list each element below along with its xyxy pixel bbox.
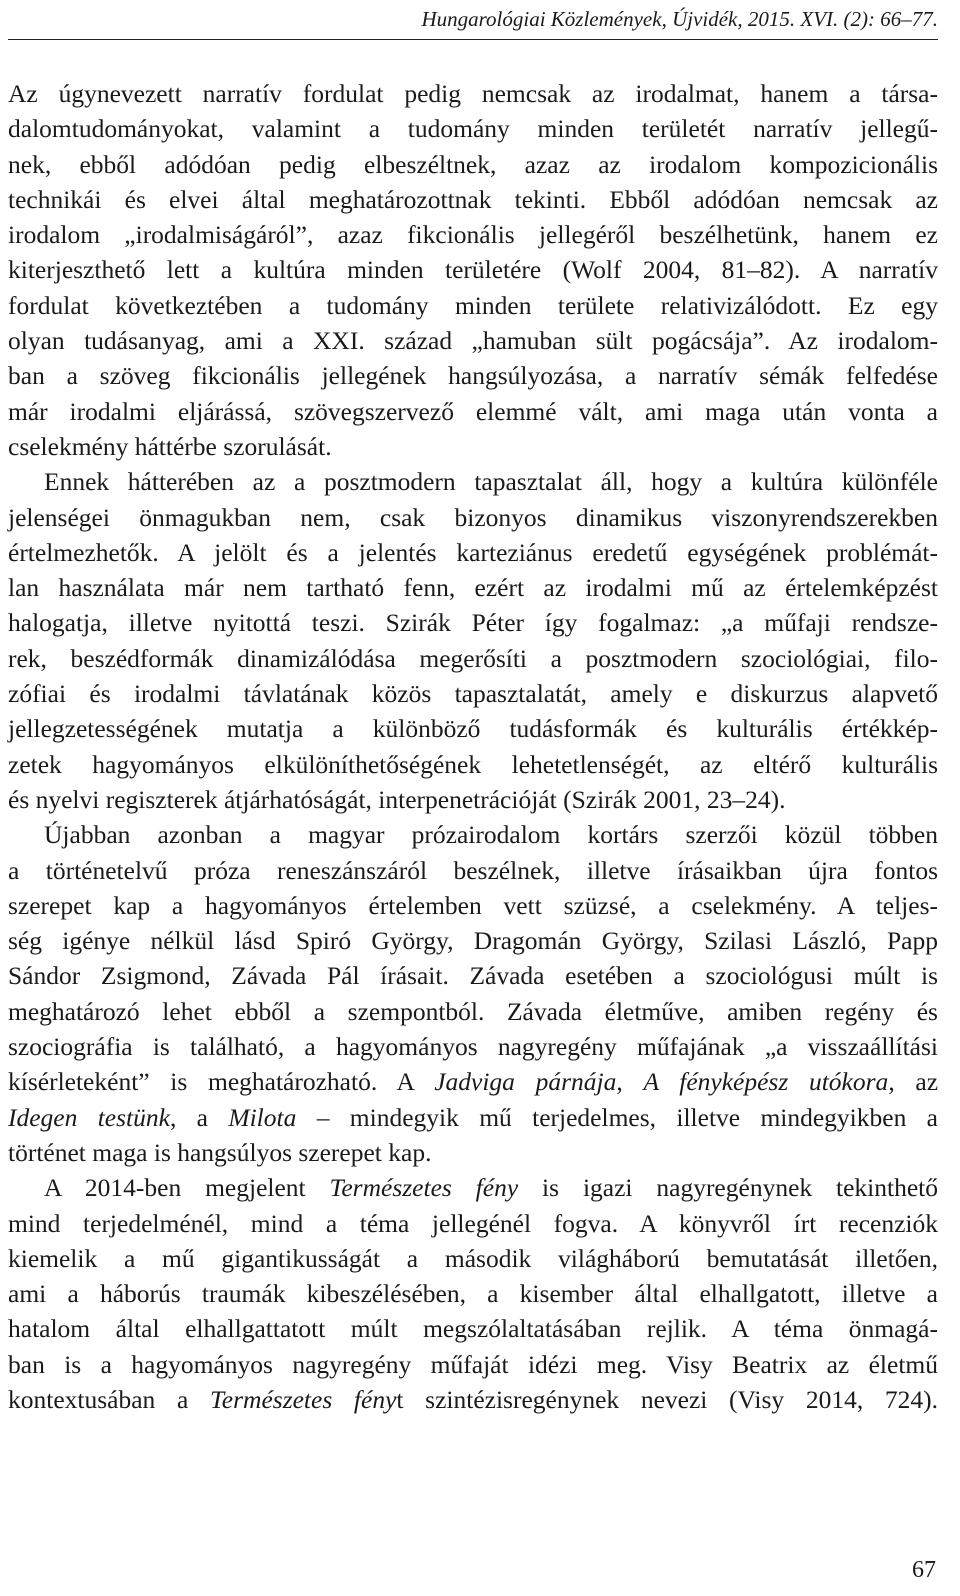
running-header: Hungarológiai Közlemények, Újvidék, 2015. XVI. (2): 66–77.: [421, 7, 938, 31]
text-segment: zófiai és irodalmi távlatának közös tapasztalatát, amely e diskurzus alapvető: [8, 679, 938, 709]
body-text: [8, 76, 938, 1417]
text-segment: – mindegyik mű terjedelmes, illetve mindegyikben a: [296, 1102, 938, 1132]
text-line: [8, 817, 938, 852]
header-rule: [8, 39, 938, 40]
text-line: [8, 111, 938, 146]
italic-title: A fényképész utókora: [643, 1067, 889, 1097]
text-segment: A 2014-ben megjelent: [44, 1173, 330, 1203]
text-segment: nek, ebből adódóan pedig elbeszéltnek, azaz az irodalom kompozicionális: [8, 149, 938, 179]
text-segment: halogatja, illetve nyitottá teszi. Szirák Péter így fogalmaz: „a műfaji rendsze-: [8, 608, 938, 638]
text-segment: ami a háborús traumák kibeszélésében, a kisember által elhallgatott, illetve a: [8, 1279, 938, 1309]
text-line: [8, 923, 938, 958]
text-line: [8, 429, 938, 464]
text-segment: értelmezhetők. A jelölt és a jelentés karteziánus eredetű egységének problémát-: [8, 537, 938, 567]
text-segment: Sándor Zsigmond, Závada Pál írásait. Závada esetében a szociológusi múlt is: [8, 961, 938, 991]
text-segment: , az: [888, 1067, 939, 1097]
text-segment: kísérleteként” is meghatározható. A: [8, 1067, 435, 1097]
text-segment: kontextusában a: [8, 1384, 210, 1414]
text-segment: hatalom által elhallgattatott múlt megszólaltatásában rejlik. A téma önmagá-: [8, 1314, 938, 1344]
text-line: [8, 394, 938, 429]
text-line: [8, 888, 938, 923]
text-segment: dalomtudományokat, valamint a tudomány minden területét narratív jellegű-: [8, 114, 938, 144]
text-line: [8, 76, 938, 111]
text-line: [8, 252, 938, 287]
text-segment: Újabban azonban a magyar prózairodalom kortárs szerzői közül többen: [44, 820, 938, 850]
text-line: [8, 747, 938, 782]
text-line: [8, 323, 938, 358]
text-segment: t szintézisregénynek nevezi (Visy 2014, 724).: [396, 1384, 938, 1414]
italic-title: Természetes fény: [329, 1173, 519, 1203]
text-segment: jellegzetességének mutatja a különböző tudásformák és kulturális értékkép-: [8, 714, 938, 744]
text-segment: ban a szöveg fikcionális jellegének hangsúlyozása, a narratív sémák felfedése: [8, 361, 938, 391]
text-segment: kiemelik a mű gigantikusságát a második világháború bemutatását illetően,: [8, 1243, 938, 1273]
text-line: [8, 182, 938, 217]
text-segment: jelenségei önmagukban nem, csak bizonyos dinamikus viszonyrendszerekben: [8, 502, 938, 532]
text-segment: fordulat következtében a tudomány minden területe relativizálódott. Ez egy: [8, 290, 938, 320]
text-line: [8, 1100, 938, 1135]
text-line: [8, 1276, 938, 1311]
italic-title: Milota: [228, 1102, 297, 1132]
text-line: [8, 676, 938, 711]
text-segment: rek, beszédformák dinamizálódása megerősíti a posztmodern szociológiai, filo-: [8, 643, 938, 673]
text-line: [8, 217, 938, 252]
text-line: [8, 464, 938, 499]
text-segment: olyan tudásanyag, ami a XXI. század „hamuban sült pogácsája”. Az irodalom-: [8, 326, 938, 356]
text-segment: ség igénye nélkül lásd Spiró György, Dragomán György, Szilasi László, Papp: [8, 926, 938, 956]
text-line: [8, 1241, 938, 1276]
text-line: [8, 1206, 938, 1241]
text-segment: mind terjedelménél, mind a téma jellegénél fogva. A könyvről írt recenziók: [8, 1208, 938, 1238]
text-segment: már irodalmi eljárássá, szövegszervező elemmé vált, ami maga után vonta a: [8, 396, 938, 426]
text-line: [8, 1029, 938, 1064]
text-line: [8, 605, 938, 640]
text-segment: lan használata már nem tartható fenn, ezért az irodalmi mű az értelemképzést: [8, 573, 938, 603]
text-line: [8, 1347, 938, 1382]
text-line: [8, 1382, 938, 1417]
text-line: [8, 782, 938, 817]
italic-title: Idegen testünk: [8, 1102, 170, 1132]
text-line: [8, 1170, 938, 1205]
text-segment: is igazi nagyregénynek tekinthető: [518, 1173, 938, 1203]
text-line: [8, 500, 938, 535]
text-segment: Ennek hátterében az a posztmodern tapasztalat áll, hogy a kultúra különféle: [44, 467, 938, 497]
text-line: [8, 535, 938, 570]
text-line: [8, 958, 938, 993]
text-segment: szerepet kap a hagyományos értelemben vett szüzsé, a cselekmény. A teljes-: [8, 890, 938, 920]
text-segment: zetek hagyományos elkülöníthetőségének lehetetlenségét, az eltérő kulturális: [8, 749, 938, 779]
text-line: [8, 358, 938, 393]
text-segment: meghatározó lehet ebből a szempontból. Závada életműve, amiben regény és: [8, 996, 938, 1026]
text-line: [8, 853, 938, 888]
text-segment: irodalom „irodalmiságáról”, azaz fikcionális jellegéről beszélhetünk, hanem ez: [8, 220, 938, 250]
text-segment: technikái és elvei által meghatározottnak tekinti. Ebből adódóan nemcsak az: [8, 184, 938, 214]
text-segment: szociográfia is található, a hagyományos nagyregény műfajának „a visszaállítási: [8, 1032, 938, 1062]
text-segment: ,: [616, 1067, 644, 1097]
text-segment: a történetelvű próza reneszánszáról beszélnek, illetve írásaikban újra fontos: [8, 855, 938, 885]
text-segment: történet maga is hangsúlyos szerepet kap.: [8, 1137, 432, 1167]
page-number: 67: [912, 1557, 936, 1583]
text-segment: és nyelvi regiszterek átjárhatóságát, interpenetrációját (Szirák 2001, 23–24).: [8, 784, 786, 814]
text-line: [8, 147, 938, 182]
text-line: [8, 994, 938, 1029]
text-line: [8, 1135, 938, 1170]
text-line: [8, 288, 938, 323]
text-segment: ban is a hagyományos nagyregény műfaját idézi meg. Visy Beatrix az életmű: [8, 1349, 938, 1379]
italic-title: Természetes fény: [209, 1384, 397, 1414]
text-segment: Az úgynevezett narratív fordulat pedig nemcsak az irodalmat, hanem a társa-: [8, 79, 938, 108]
text-line: [8, 641, 938, 676]
italic-title: Jadviga párnája: [434, 1067, 617, 1097]
text-line: [8, 711, 938, 746]
text-line: [8, 570, 938, 605]
text-segment: , a: [169, 1102, 229, 1132]
text-segment: cselekmény háttérbe szorulását.: [8, 431, 332, 461]
text-line: [8, 1064, 938, 1099]
text-segment: kiterjeszthető lett a kultúra minden területére (Wolf 2004, 81–82). A narratív: [8, 255, 938, 285]
text-line: [8, 1311, 938, 1346]
